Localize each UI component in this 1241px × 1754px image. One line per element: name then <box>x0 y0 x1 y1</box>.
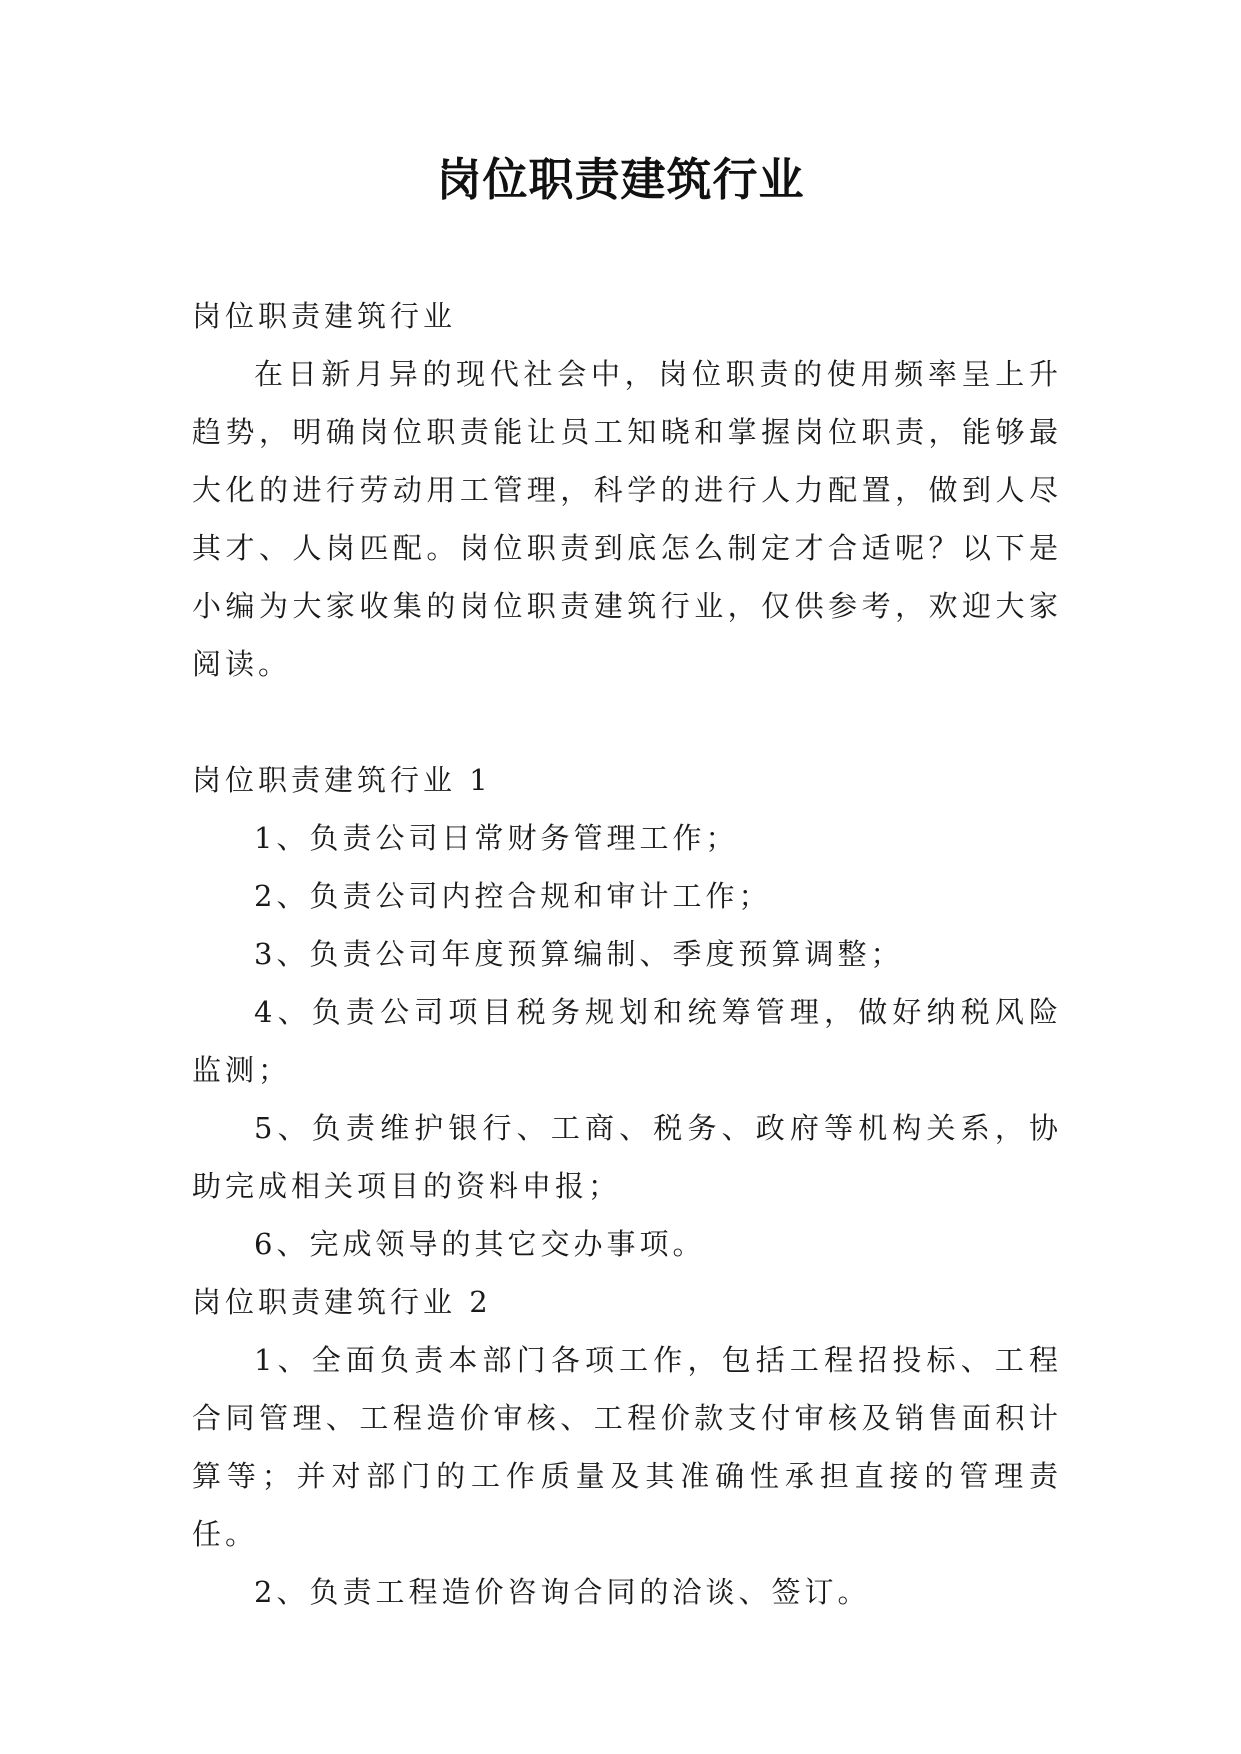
document-subtitle: 岗位职责建筑行业 <box>192 299 457 333</box>
list-item: 6、完成领导的其它交办事项。 <box>254 1227 706 1261</box>
intro-paragraph: 在日新月异的现代社会中，岗位职责的使用频率呈上升趋势，明确岗位职责能让员工知晓和掌握岗位职责，能够最大化的进行劳动用工管理，科学的进行人力配置，做到人尽其才、人岗匹配。岗位职责到底怎么制定才合适呢？以下是小编为大家收集的岗位职责建筑行业，仅供参考，欢迎大家阅读。 <box>192 357 1062 681</box>
list-item: 3、负责公司年度预算编制、季度预算调整； <box>254 937 904 971</box>
list-item: 1、负责公司日常财务管理工作； <box>254 821 739 855</box>
list-item: 5、负责维护银行、工商、税务、政府等机构关系，协助完成相关项目的资料申报； <box>192 1111 1062 1203</box>
section-heading: 岗位职责建筑行业 1 <box>192 763 492 797</box>
list-item: 2、负责工程造价咨询合同的洽谈、签订。 <box>254 1575 871 1609</box>
section-heading: 岗位职责建筑行业 2 <box>192 1285 492 1319</box>
list-item: 1、全面负责本部门各项工作，包括工程招投标、工程合同管理、工程造价审核、工程价款支付审核及销售面积计算等；并对部门的工作质量及其准确性承担直接的管理责任。 <box>192 1343 1062 1551</box>
document-body <box>192 287 1062 1621</box>
paragraph-spacer <box>192 693 1062 751</box>
document-title: 岗位职责建筑行业 <box>436 153 805 206</box>
list-item: 2、负责公司内控合规和审计工作； <box>254 879 772 913</box>
list-item: 4、负责公司项目税务规划和统筹管理，做好纳税风险监测； <box>192 995 1062 1087</box>
